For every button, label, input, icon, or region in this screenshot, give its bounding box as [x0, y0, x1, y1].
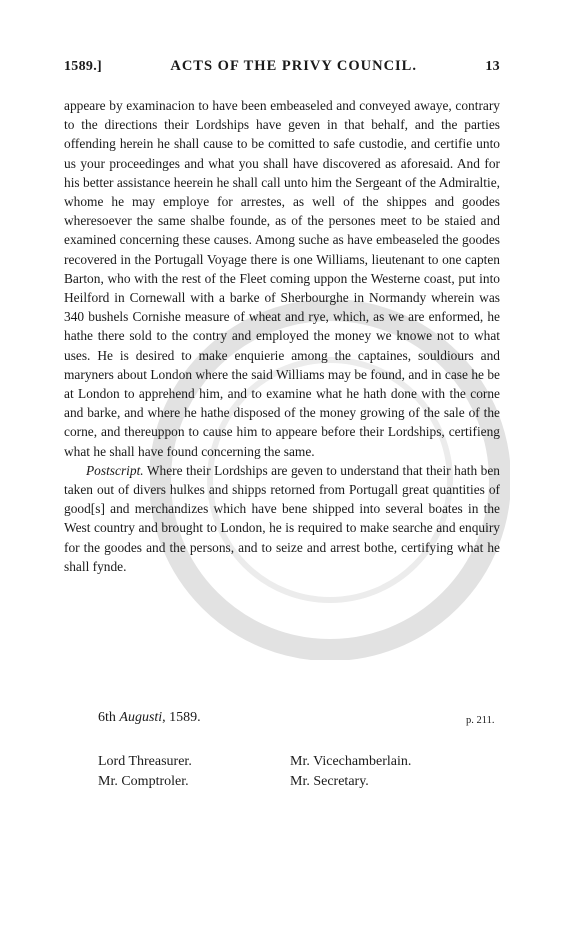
header-title: ACTS OF THE PRIVY COUNCIL.	[170, 58, 417, 74]
page-number: 13	[485, 59, 500, 74]
main-text	[64, 96, 500, 576]
meeting-date	[98, 710, 201, 726]
attendees-list	[98, 752, 478, 792]
date-year: , 1589.	[162, 710, 201, 725]
paragraph-1: appeare by examinacion to have been embeaseled and conveyed awaye, contrary to the directions their Lordships have geven in that behalf, and the parties offending herein he shall cause to be comitted to safe custodie, and certifie unto us your proceedinges and what you shall have discovered as aforesaid. And for his better assistance heerein he shall call unto him the Sergeant of the Admiraltie, whome he may employe for arrestes, as well of the shippes and goodes wheresoever the same shalbe founde, as of the persones meet to be staied and examined concerning these causes. Among suche as have embeaseled the goodes recovered in the Portugall Voyage there is one Williams, lieutenant to one capten Barton, who with the rest of the Fleet coming uppon the Westerne coast, put into Heilford in Cornewall with a barke of Sherbourghe in Normandy wherein was 340 bushels Cornishe measure of wheat and rye, which, as we are enformed, he hathe there sold to the contry and employed the money we knowe not to what uses. He is desired to make enquierie among the captaines, souldiours and maryners about London where the said Williams may be found, and in case he be at London to apprehend him, and to examine what he hath done with the corne and barke, and where he hathe disposed of the money growing of the sale of the corne, and thereuppon to cause him to appeare before their Lordships, certifieng what he shall have found concerning the same.	[64, 98, 500, 459]
attendee: Lord Threasurer.	[98, 754, 192, 769]
postscript-text: Where their Lordships are geven to understand that their hath ben taken out of divers hulkes and shipps retorned from Portugall great quantities of good[s] and merchandizes which have bene shipped into several boates in the West country and brought to London, he is required to make searche and enquiry for the goodes and the persons, and to seize and arrest bothe, certifying what he shall fynde.	[64, 462, 500, 574]
attendee: Mr. Vicechamberlain.	[290, 754, 412, 769]
running-header	[64, 58, 500, 75]
date-month: Augusti	[119, 710, 163, 725]
date-day: 6th	[98, 710, 116, 725]
postscript-paragraph	[64, 461, 500, 576]
page-reference: p. 211.	[466, 715, 495, 726]
header-year: 1589.]	[64, 59, 102, 74]
attendee: Mr. Comptroler.	[98, 774, 189, 789]
attendee: Mr. Secretary.	[290, 774, 369, 789]
postscript-label: Postscript.	[86, 462, 144, 478]
